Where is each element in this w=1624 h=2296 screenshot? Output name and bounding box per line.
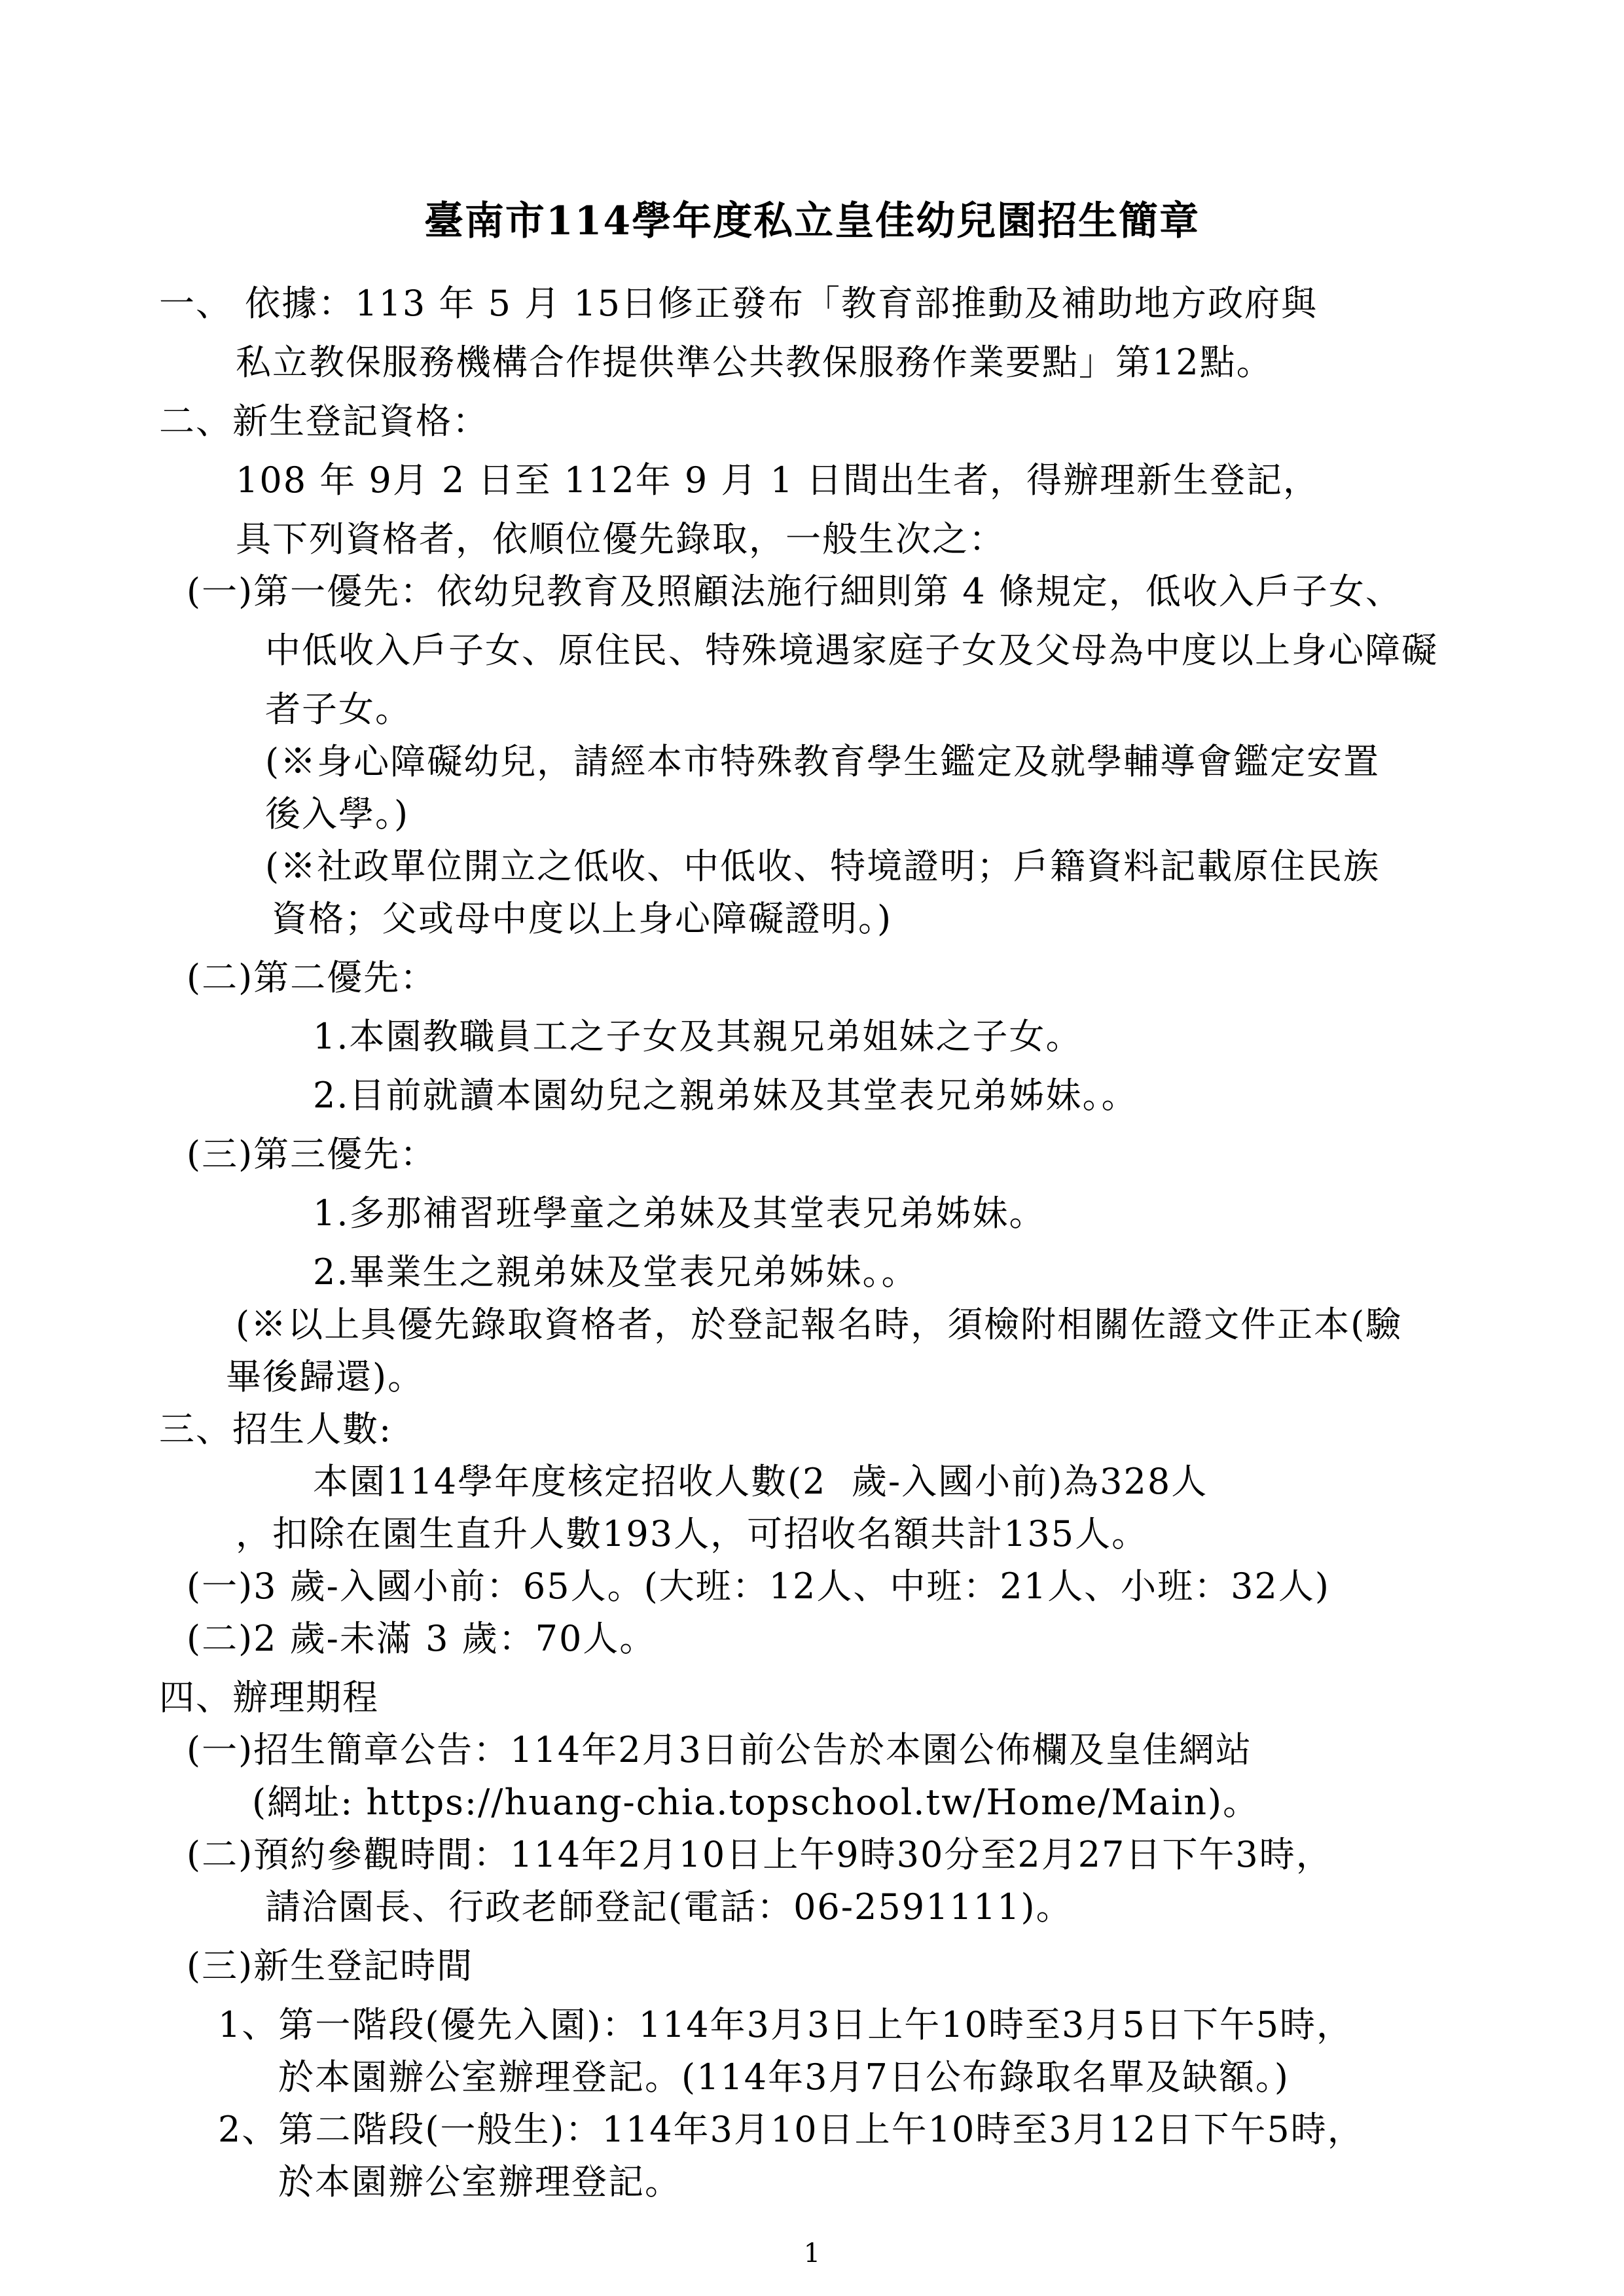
priority-1-note: 後入學。): [265, 793, 410, 834]
priority-3-heading: (三)第三優先：: [187, 1134, 437, 1175]
priority-3-item: 1.多那補習班學童之弟妹及其堂表兄弟姊妹。: [313, 1193, 1046, 1234]
priority-note: (※以上具優先錄取資格者，於登記報名時，須檢附相關佐證文件正本(驗: [236, 1304, 1403, 1345]
priority-2-item: 2.目前就讀本園幼兒之親弟妹及其堂表兄弟姊妹。。: [313, 1075, 1138, 1116]
schedule-item: (一)招生簡章公告：114年2月3日前公告於本園公佈欄及皇佳網站: [187, 1729, 1252, 1770]
section-2-heading: 二、新生登記資格：: [159, 401, 489, 442]
schedule-stage: 1、第一階段(優先入園)：114年3月3日上午10時至3月5日下午5時，: [218, 2004, 1354, 2045]
schedule-item: (二)預約參觀時間：114年2月10日上午9時30分至2月27日下午3時，: [187, 1834, 1333, 1875]
priority-1-note: 資格；父或母中度以上身心障礙證明。): [272, 898, 893, 939]
section-1-text: 私立教保服務機構合作提供準公共教保服務作業要點」第12點。: [236, 342, 1273, 383]
priority-2-heading: (二)第二優先：: [187, 957, 437, 998]
schedule-item-text: 請洽園長、行政老師登記(電話：06-2591111)。: [265, 1886, 1073, 1928]
priority-2-item: 1.本園教職員工之子女及其親兄弟姐妹之子女。: [313, 1016, 1083, 1057]
section-2-text: 具下列資格者，依順位優先錄取，一般生次之：: [236, 518, 1005, 560]
priority-note: 畢後歸還)。: [226, 1356, 425, 1397]
priority-1-note: (※社政單位開立之低收、中低收、特境證明；戶籍資料記載原住民族: [265, 846, 1380, 887]
section-3-text: ，扣除在園生直升人數193人，可招收名額共計135人。: [236, 1513, 1149, 1554]
priority-1-note: (※身心障礙幼兒，請經本市特殊教育學生鑑定及就學輔導會鑑定安置: [265, 741, 1380, 782]
section-3-heading: 三、招生人數:: [159, 1408, 393, 1450]
priority-3-item: 2.畢業生之親弟妹及堂表兄弟姊妹。。: [313, 1251, 918, 1293]
schedule-stage: 2、第二階段(一般生)：114年3月10日上午10時至3月12日下午5時，: [218, 2109, 1364, 2150]
document-title: 臺南市114學年度私立皇佳幼兒園招生簡章: [424, 198, 1200, 244]
section-1-heading: 一、 依據：113 年 5 月 15日修正發布「教育部推動及補助地方政府與: [159, 283, 1318, 324]
enrollment-item: (二)2 歲-未滿 3 歲：70人。: [187, 1618, 657, 1659]
schedule-item-text: (網址: https://huang-chia.topschool.tw/Home/Main)。: [252, 1782, 1260, 1823]
section-4-heading: 四、辦理期程: [159, 1677, 379, 1718]
schedule-stage-text: 於本園辦公室辦理登記。: [278, 2161, 681, 2202]
schedule-stage-text: 於本園辦公室辦理登記。(114年3月7日公布錄取名單及缺額。): [278, 2056, 1290, 2098]
schedule-item: (三)新生登記時間: [187, 1945, 474, 1986]
priority-1-text: 者子女。: [265, 689, 412, 730]
enrollment-item: (一)3 歲-入國小前：65人。(大班：12人、中班：21人、小班：32人): [187, 1566, 1330, 1607]
priority-1-text: 中低收入戶子女、原住民、特殊境遇家庭子女及父母為中度以上身心障礙: [265, 630, 1438, 671]
section-3-text: 本園114學年度核定招收人數(2 歲-入國小前)為328人: [313, 1461, 1208, 1502]
priority-1-heading: (一)第一優先：依幼兒教育及照顧法施行細則第 4 條規定，低收入戶子女、: [187, 571, 1402, 612]
section-2-text: 108 年 9月 2 日至 112年 9 月 1 日間出生者，得辦理新生登記，: [236, 459, 1320, 501]
page-number: 1: [803, 2238, 821, 2269]
